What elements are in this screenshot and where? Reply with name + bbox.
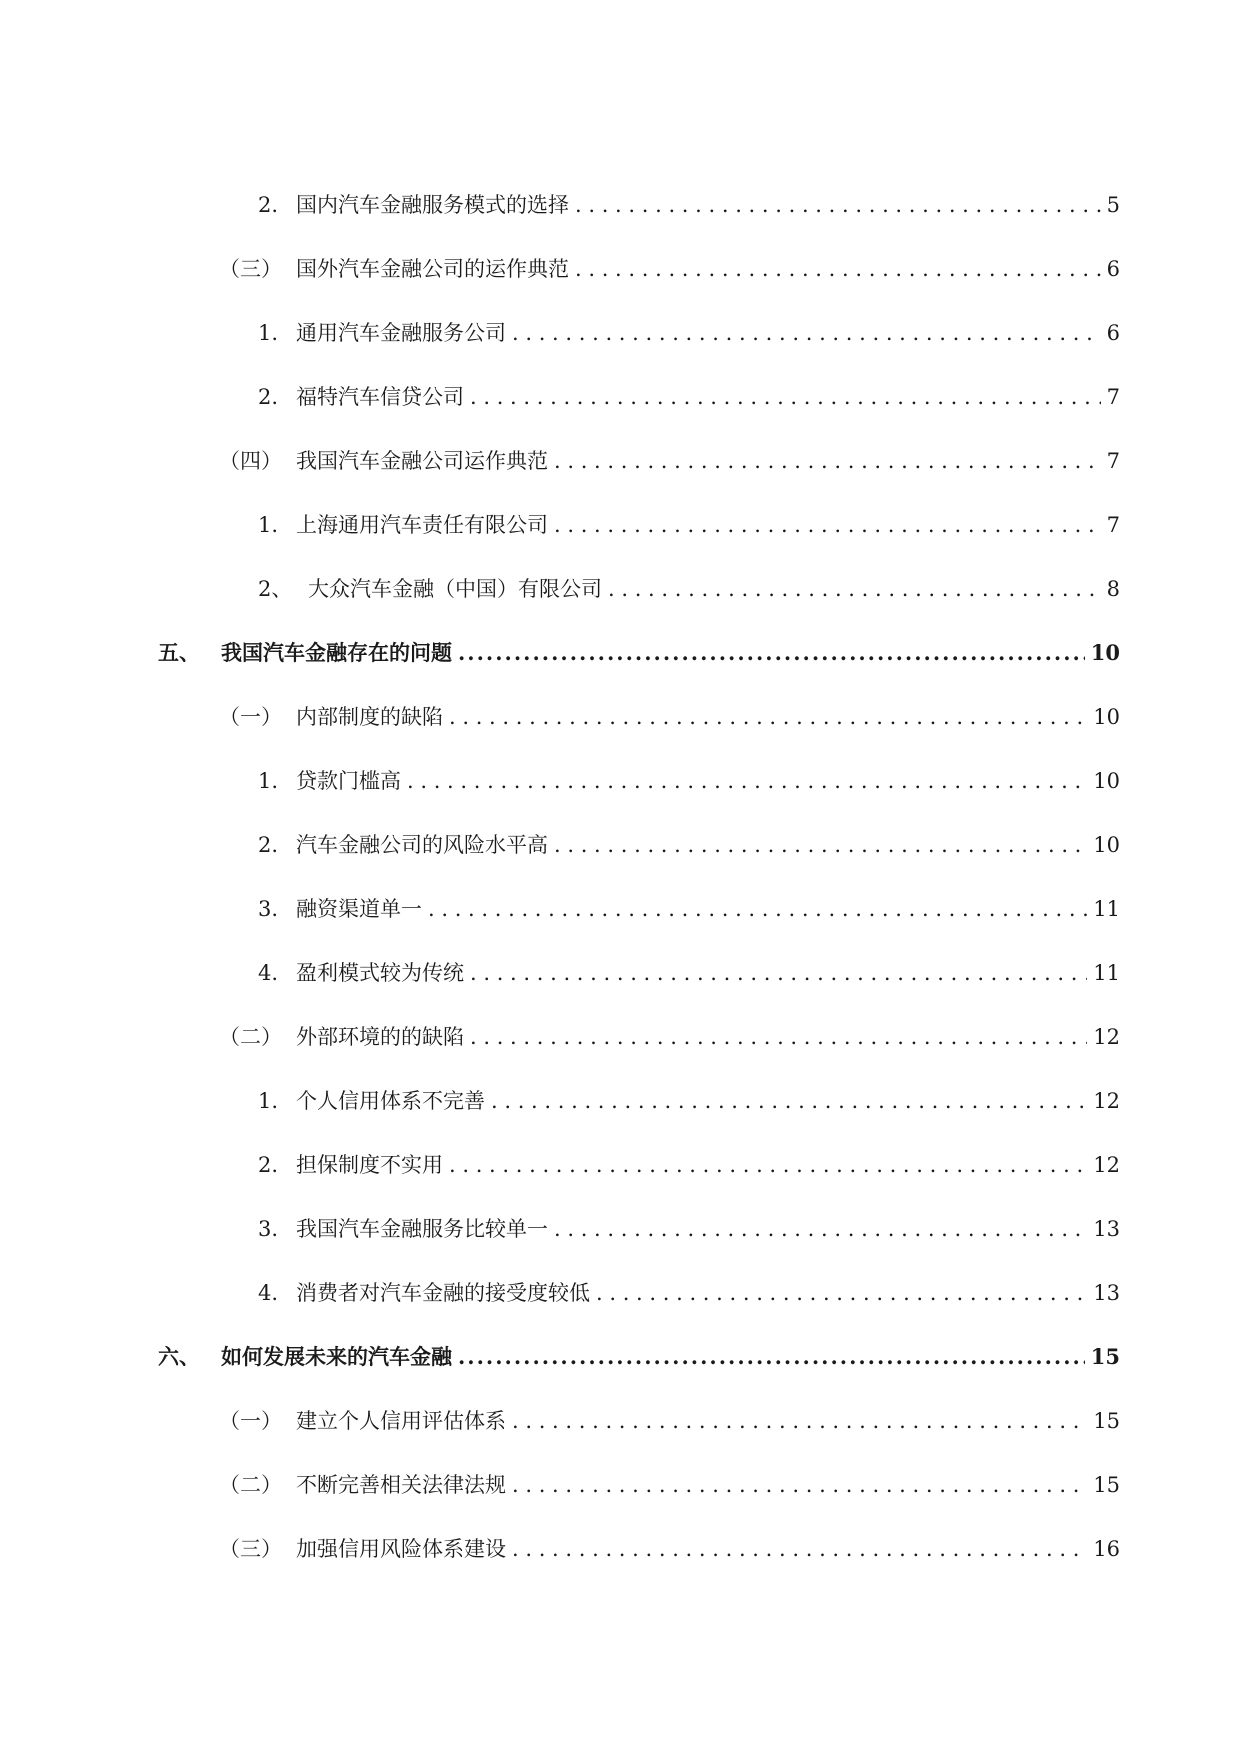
toc-entry-number: 五、 (158, 640, 200, 665)
toc-entry-title: 国内汽车金融服务模式的选择 (296, 193, 569, 217)
toc-entry-page: 13 (1093, 1217, 1120, 1241)
toc-leader-dots (575, 254, 1101, 284)
toc-leader-dots (512, 1534, 1087, 1564)
toc-entry-title: 大众汽车金融（中国）有限公司 (308, 577, 602, 601)
toc-entry-number: 1. (258, 1089, 279, 1113)
toc-leader-dots (449, 702, 1087, 732)
toc-entry (258, 830, 1120, 860)
toc-entry-title: 如何发展未来的汽车金融 (221, 1344, 452, 1369)
toc-entry-number: （一） (219, 1409, 282, 1433)
toc-entry-page: 16 (1093, 1537, 1120, 1561)
toc-entry-page: 8 (1106, 577, 1120, 601)
toc-entry-page: 11 (1093, 961, 1120, 985)
toc-entry-page: 13 (1093, 1281, 1120, 1305)
toc-leader-dots (575, 190, 1101, 220)
toc-entry-title: 福特汽车信贷公司 (296, 385, 464, 409)
toc-leader-dots (596, 1278, 1087, 1308)
toc-entry-page: 6 (1106, 257, 1120, 281)
toc-entry-title: 消费者对汽车金融的接受度较低 (296, 1281, 590, 1305)
toc-leader-dots (458, 638, 1085, 668)
toc-entry-title: 外部环境的的缺陷 (296, 1025, 464, 1049)
toc-entry-number: （三） (219, 257, 282, 281)
toc-chapter-entry (158, 1342, 1120, 1372)
toc-entry-title: 不断完善相关法律法规 (296, 1473, 506, 1497)
toc-leader-dots (554, 1214, 1087, 1244)
toc-entry (258, 894, 1120, 924)
toc-entry-title: 担保制度不实用 (296, 1153, 443, 1177)
toc-leader-dots (407, 766, 1087, 796)
toc-entry-page: 7 (1106, 385, 1120, 409)
toc-entry (258, 510, 1120, 540)
toc-entry-number: 2. (258, 385, 279, 409)
toc-entry-page: 15 (1090, 1344, 1120, 1369)
toc-entry-number: 六、 (158, 1344, 200, 1369)
toc-entry-number: （二） (219, 1473, 282, 1497)
toc-leader-dots (554, 510, 1101, 540)
toc-entry-number: 3. (258, 1217, 279, 1241)
toc-leader-dots (512, 1406, 1087, 1436)
toc-entry (258, 1150, 1120, 1180)
toc-entry-title: 加强信用风险体系建设 (296, 1537, 506, 1561)
toc-entry-page: 6 (1106, 321, 1120, 345)
toc-entry-title: 我国汽车金融服务比较单一 (296, 1217, 548, 1241)
toc-entry-title: 上海通用汽车责任有限公司 (296, 513, 548, 537)
toc-entry-title: 个人信用体系不完善 (296, 1089, 485, 1113)
toc-entry (219, 1470, 1120, 1500)
toc-entry-title: 我国汽车金融公司运作典范 (296, 449, 548, 473)
toc-entry-number: 3. (258, 897, 279, 921)
toc-entry-page: 10 (1093, 705, 1120, 729)
toc-entry-page: 10 (1093, 833, 1120, 857)
toc-entry-title: 国外汽车金融公司的运作典范 (296, 257, 569, 281)
toc-leader-dots (512, 318, 1101, 348)
toc-entry-page: 5 (1106, 193, 1120, 217)
toc-entry (219, 1406, 1120, 1436)
toc-entry (258, 958, 1120, 988)
toc-entry-title: 我国汽车金融存在的问题 (221, 640, 452, 665)
toc-entry (219, 1022, 1120, 1052)
toc-entry (258, 190, 1120, 220)
toc-entry-title: 建立个人信用评估体系 (296, 1409, 506, 1433)
toc-entry (258, 318, 1120, 348)
toc-entry-page: 12 (1093, 1153, 1120, 1177)
toc-entry-number: 4. (258, 1281, 279, 1305)
toc-entry-page: 12 (1093, 1089, 1120, 1113)
toc-entry (219, 702, 1120, 732)
toc-leader-dots (458, 1342, 1085, 1372)
toc-leader-dots (491, 1086, 1087, 1116)
toc-entry-page: 7 (1106, 449, 1120, 473)
toc-leader-dots (428, 894, 1087, 924)
toc-entry (258, 382, 1120, 412)
toc-entry (219, 446, 1120, 476)
toc-entry-page: 15 (1093, 1473, 1120, 1497)
toc-entry-number: 1. (258, 769, 279, 793)
toc-entry (258, 574, 1120, 604)
toc-entry-page: 7 (1106, 513, 1120, 537)
toc-entry-number: （四） (219, 449, 282, 473)
toc-entry-number: 4. (258, 961, 279, 985)
toc-leader-dots (554, 830, 1087, 860)
toc-leader-dots (608, 574, 1101, 604)
toc-entry-page: 10 (1090, 640, 1120, 665)
toc-leader-dots (449, 1150, 1087, 1180)
toc-leader-dots (512, 1470, 1087, 1500)
toc-leader-dots (470, 1022, 1087, 1052)
toc-entry-page: 11 (1093, 897, 1120, 921)
toc-leader-dots (554, 446, 1101, 476)
toc-entry (258, 1214, 1120, 1244)
toc-entry (219, 1534, 1120, 1564)
toc-entry-number: 2、 (258, 577, 293, 601)
toc-entry-title: 盈利模式较为传统 (296, 961, 464, 985)
toc-entry-number: 1. (258, 321, 279, 345)
toc-entry-number: 2. (258, 833, 279, 857)
toc-entry-title: 汽车金融公司的风险水平高 (296, 833, 548, 857)
toc-entry (219, 254, 1120, 284)
toc-entry-number: （三） (219, 1537, 282, 1561)
toc-entry-number: （二） (219, 1025, 282, 1049)
toc-entry (258, 1086, 1120, 1116)
toc-leader-dots (470, 382, 1101, 412)
toc-entry-page: 12 (1093, 1025, 1120, 1049)
toc-entry-number: 2. (258, 1153, 279, 1177)
toc-entry (258, 1278, 1120, 1308)
toc-entry-page: 10 (1093, 769, 1120, 793)
toc-leader-dots (470, 958, 1087, 988)
toc-entry-title: 内部制度的缺陷 (296, 705, 443, 729)
toc-entry-number: 1. (258, 513, 279, 537)
toc-chapter-entry (158, 638, 1120, 668)
toc-entry-number: 2. (258, 193, 279, 217)
toc-entry-number: （一） (219, 705, 282, 729)
toc-entry-title: 融资渠道单一 (296, 897, 422, 921)
toc-entry-title: 通用汽车金融服务公司 (296, 321, 506, 345)
toc-entry-title: 贷款门槛高 (296, 769, 401, 793)
toc-entry-page: 15 (1093, 1409, 1120, 1433)
toc-entry (258, 766, 1120, 796)
